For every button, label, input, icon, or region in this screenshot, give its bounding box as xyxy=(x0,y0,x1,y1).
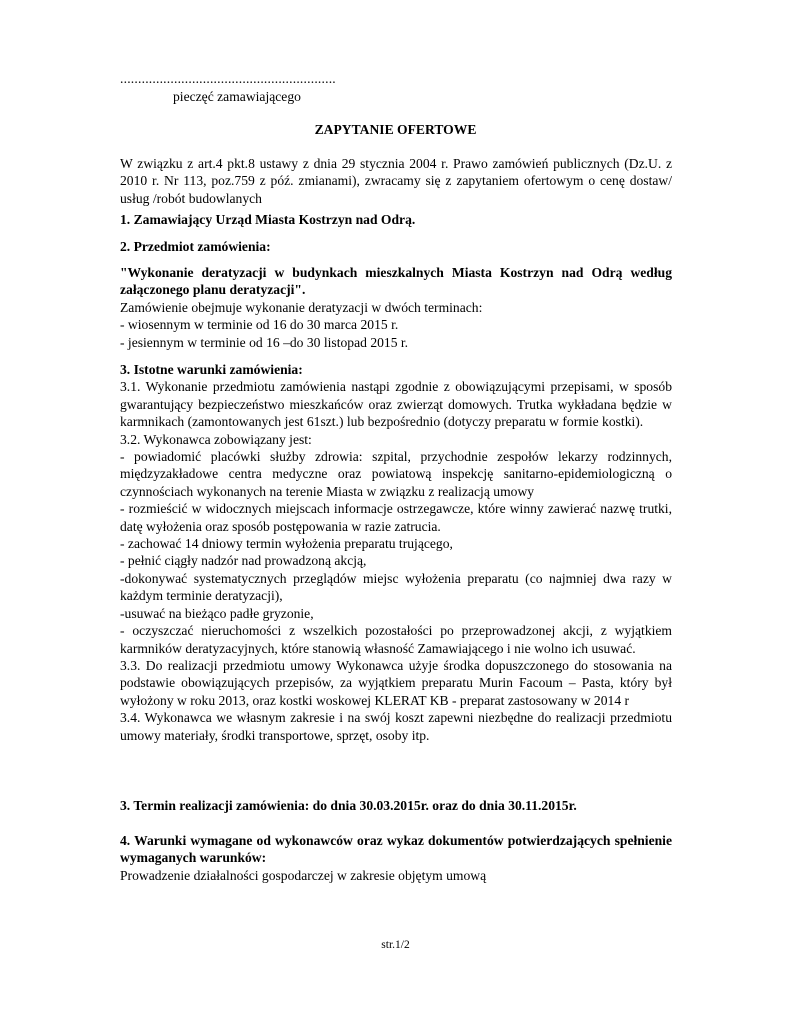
autumn-term-line: - jesiennym w terminie od 16 –do 30 listopad 2015 r. xyxy=(120,334,409,350)
section-2-heading: 2. Przedmiot zamówienia: xyxy=(120,239,271,254)
paragraph-3-3: 3.3. Do realizacji przedmiotu umowy Wykonawca użyje środka dopuszczonego do stosowania na podstawie obowiązujących przepisów, za wyjątkiem preparatu Murin Facoum – Pasta, który był wyłożony w roku 2013, oraz kostki woskowej KLERAT KB - preparat zastosowany w 2014 r xyxy=(120,657,672,708)
section-3-heading: 3. Istotne warunki zamówienia: xyxy=(120,362,303,377)
obligation-item: -dokonywać systematycznych przeglądów miejsc wyłożenia preparatu (co najmniej dwa razy w każdym terminie deratyzacji), xyxy=(120,570,672,604)
obligation-item: - powiadomić placówki służby zdrowia: szpital, przychodnie zespołów lekarzy rodzinnych, międzyzakładowe centra medyczne oraz powiatową inspekcję sanitarno-epidemiologiczną o czynnościach wykonanych na terenie Miasta w związku z realizacją umowy xyxy=(120,449,672,499)
paragraph-3-2: 3.2. Wykonawca zobowiązany jest: xyxy=(120,431,312,447)
completion-term: 3. Termin realizacji zamówienia: do dnia 30.03.2015r. oraz do dnia 30.11.2015r. xyxy=(120,798,577,813)
spring-term-line: - wiosennym w terminie od 16 do 30 marca 2015 r. xyxy=(120,317,399,333)
scope-line: Zamówienie obejmuje wykonanie deratyzacji w dwóch terminach: xyxy=(120,299,483,315)
section-4-body xyxy=(120,832,672,884)
obligation-item: - pełnić ciągły nadzór nad prowadzoną akcją, xyxy=(120,553,367,569)
obligation-item: - oczyszczać nieruchomości z wszelkich pozostałości po przeprowadzonej akcji, z wyjątkiem karmników deratyzacyjnych, które stanowią własność Zamawiającego i nie wolno ich usuwać. xyxy=(120,623,672,656)
paragraph-3-4: 3.4. Wykonawca we własnym zakresie i na swój koszt zapewni niezbędne do realizacji przedmiotu umowy materiały, środki transportowe, sprzęt, osoby itp. xyxy=(120,710,672,743)
stamp-dotted-line: ............................................................ xyxy=(120,71,336,86)
order-subject: "Wykonanie deratyzacji w budynkach mieszkalnych Miasta Kostrzyn nad Odrą według załączonego planu deratyzacji". xyxy=(120,265,672,298)
section-4-text: Prowadzenie działalności gospodarczej w zakresie objętym umową xyxy=(120,867,487,883)
section-2-body xyxy=(120,264,672,351)
obligation-item: - rozmieścić w widocznych miejscach informacje ostrzegawcze, które winny zawierać nazwę trutki, datę wyłożenia oraz sposób postępowania w razie zatrucia. xyxy=(120,501,672,534)
section-3-body xyxy=(120,361,672,744)
section-4-heading: 4. Warunki wymagane od wykonawców oraz wykaz dokumentów potwierdzających spełnienie wymaganych warunków: xyxy=(120,833,672,866)
section-1-contracting-authority: 1. Zamawiający Urząd Miasta Kostrzyn nad Odrą. xyxy=(120,212,416,227)
obligation-item: - zachować 14 dniowy termin wyłożenia preparatu trującego, xyxy=(120,536,453,552)
document-title: ZAPYTANIE OFERTOWE xyxy=(314,122,477,137)
stamp-label: pieczęć zamawiającego xyxy=(173,89,301,104)
page-number: str.1/2 xyxy=(381,939,410,951)
paragraph-3-1: 3.1. Wykonanie przedmiotu zamówienia nastąpi zgodnie z obowiązującymi przepisami, w sposób gwarantujący bezpieczeństwo mieszkańców oraz zwierząt domowych. Trutka wykładana będzie w karmnikach (zamontowanych jest 61szt.) lub bezpośrednio (dotyczy preparatu w formie kostki). xyxy=(120,379,672,430)
intro-paragraph: W związku z art.4 pkt.8 ustawy z dnia 29 stycznia 2004 r. Prawo zamówień publicznych (Dz.U. z 2010 r. Nr 113, poz.759 z póź. zmianami), zwracamy się z zapytaniem ofertowym o cenę dostaw/ usług /robót budowlanych xyxy=(120,156,672,206)
obligation-item: -usuwać na bieżąco padłe gryzonie, xyxy=(120,605,314,621)
